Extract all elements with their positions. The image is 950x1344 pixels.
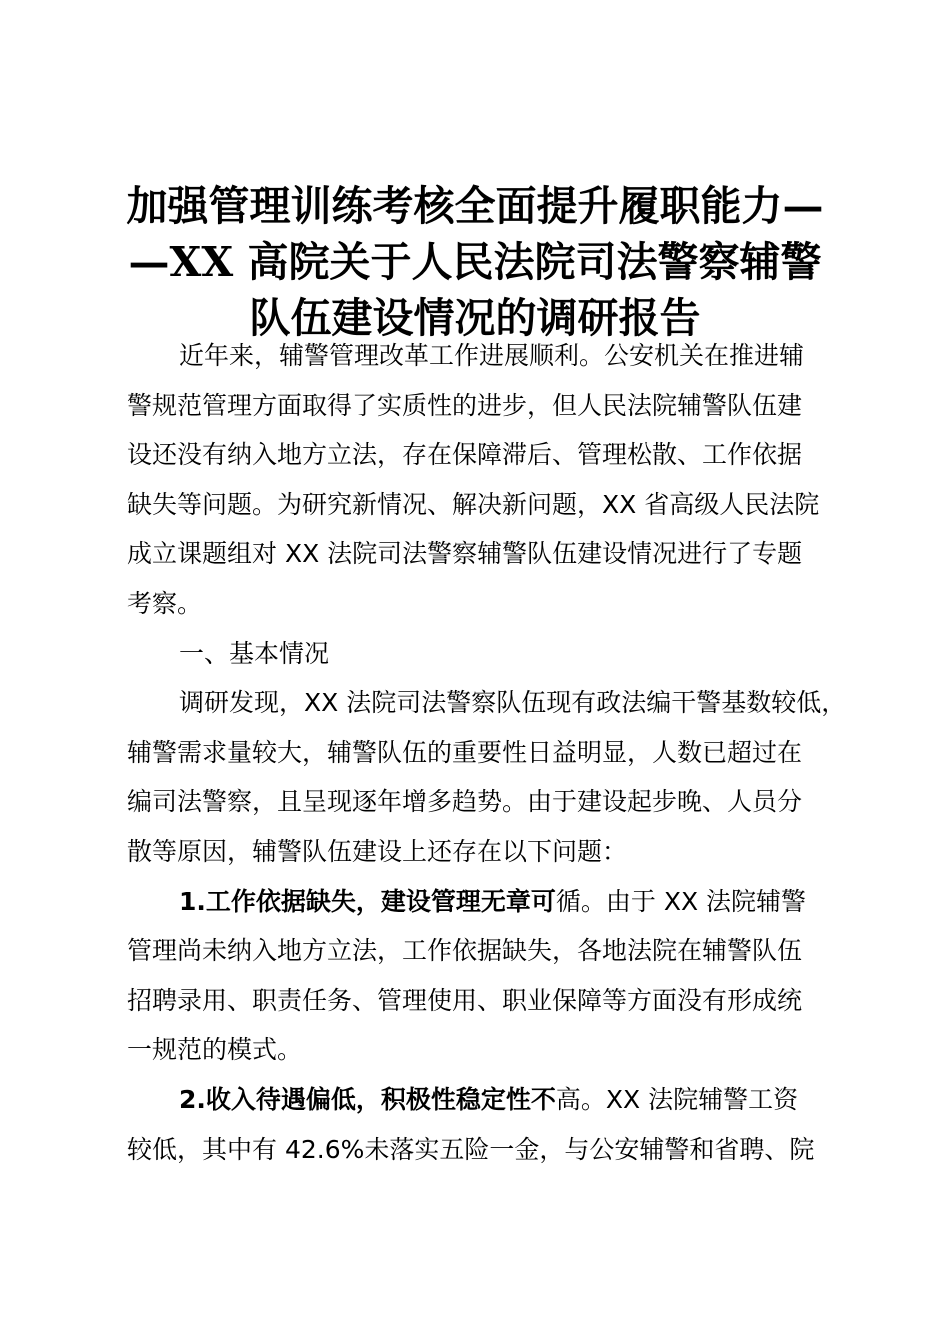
title-line: —XX 高院关于人民法院司法警察辅警 xyxy=(128,238,822,286)
text-line xyxy=(127,877,827,927)
section1-paragraph xyxy=(127,678,847,876)
text-line: 设还没有纳入地方立法，存在保障滞后、管理松散、工作依据 xyxy=(127,440,803,470)
report-title xyxy=(118,178,832,346)
title-line: 队伍建设情况的调研报告 xyxy=(249,294,701,342)
text-line: 缺失等问题。为研究新情况、解决新问题，XX 省高级人民法院 xyxy=(127,489,820,519)
text-line: 考察。 xyxy=(127,588,203,618)
heading-text: 一、基本情况 xyxy=(179,638,330,668)
text-line: 一规范的模式。 xyxy=(127,1035,303,1065)
intro-paragraph xyxy=(127,331,827,629)
text-line: 警规范管理方面取得了实质性的进步，但人民法院辅警队伍建 xyxy=(127,390,803,420)
text-line: 招聘录用、职责任务、管理使用、职业保障等方面没有形成统 xyxy=(127,985,803,1015)
item1-heading: 1.工作依据缺失，建设管理无章可 xyxy=(179,886,556,916)
text-line: 辅警需求量较大，辅警队伍的重要性日益明显，人数已超过在 xyxy=(127,737,803,767)
text-line xyxy=(127,1075,827,1125)
text-line: 编司法警察，且呈现逐年增多趋势。由于建设起步晚、人员分 xyxy=(127,787,803,817)
item2-heading: 2.收入待遇偏低，积极性稳定性不 xyxy=(179,1084,556,1114)
item2-text: 高。XX 法院辅警工资 xyxy=(555,1084,799,1114)
item1-text: 循。由于 XX 法院辅警 xyxy=(555,886,807,916)
section-heading xyxy=(127,629,827,679)
text-line: 散等原因，辅警队伍建设上还存在以下问题： xyxy=(127,836,628,866)
text-line: 成立课题组对 XX 法院司法警察辅警队伍建设情况进行了专题 xyxy=(127,539,803,569)
text-line: 调研发现，XX 法院司法警察队伍现有政法编干警基数较低， xyxy=(179,688,847,718)
text-line: 近年来，辅警管理改革工作进展顺利。公安机关在推进辅 xyxy=(179,341,805,370)
item1-paragraph xyxy=(127,877,827,1075)
text-line: 较低，其中有 42.6%未落实五险一金，与公安辅警和省聘、院 xyxy=(127,1134,815,1164)
report-body xyxy=(127,331,847,1174)
text-line: 管理尚未纳入地方立法，工作依据缺失，各地法院在辅警队伍 xyxy=(127,936,803,966)
item2-paragraph xyxy=(127,1075,827,1174)
title-line: 加强管理训练考核全面提升履职能力— xyxy=(126,182,824,230)
